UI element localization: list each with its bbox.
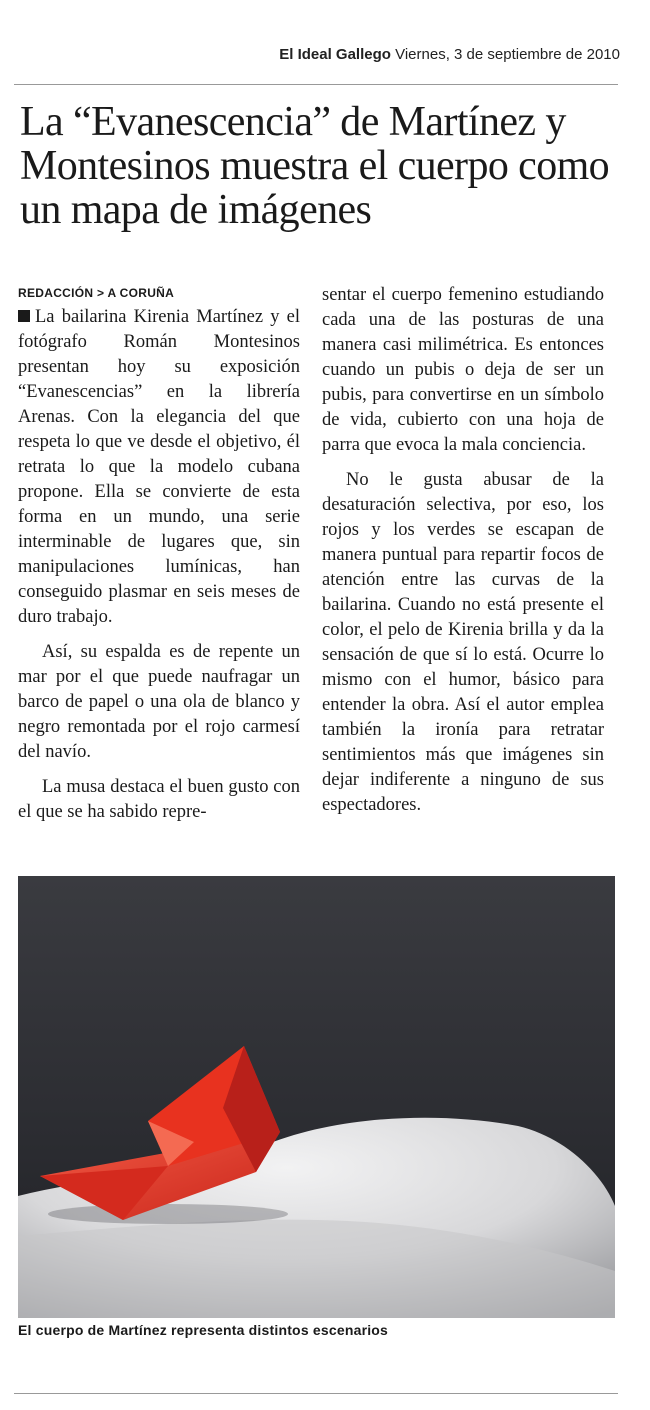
paragraph: No le gusta abusar de la desaturación selectiva, por eso, los rojos y los verdes se escapan de manera puntual para repartir focos de atención entre las curvas de la bailarina. Cuando no está presente el color, el pelo de Kirenia brilla y da la sensación de que sí lo está. Ocurre lo mismo con el humor, básico para entender la obra. Así el autor emplea también la ironía para retratar sentimientos más que imágenes sin dejar indiferente a ninguno de sus espectadores. — [322, 470, 604, 815]
paper-boat-photo — [18, 876, 615, 1318]
boat-shadow — [48, 1204, 288, 1224]
photo-caption: El cuerpo de Martínez representa distintos escenarios — [18, 1322, 389, 1338]
paragraph: La musa destaca el buen gusto con el que se ha sabido repre- — [18, 777, 300, 822]
article-byline: REDACCIÓN > A CORUÑA — [18, 286, 175, 300]
issue-date: Viernes, 3 de septiembre de 2010 — [395, 46, 620, 63]
article-photo — [18, 876, 615, 1318]
newspaper-name: El Ideal Gallego — [279, 46, 391, 63]
paragraph — [18, 305, 300, 630]
paragraph: sentar el cuerpo femenino estudiando cada una de las posturas de una manera casi milimétrica. Es entonces cuando un pubis o deja de ser un pubis, para convertirse en un símbolo de vida, cubierto con una hoja de parra que evoca la mala conciencia. — [322, 285, 604, 455]
masthead — [279, 46, 620, 63]
top-divider — [14, 84, 618, 85]
bottom-divider — [14, 1393, 618, 1394]
article-column-1 — [18, 283, 300, 825]
article-headline: La “Evanescencia” de Martínez y Montesinos muestra el cuerpo como un mapa de imágenes — [20, 99, 610, 233]
paragraph: Así, su espalda es de repente un mar por el que puede naufragar un barco de papel o una ola de blanco y negro remontada por el rojo carmesí del navío. — [18, 642, 300, 762]
paragraph-text: La bailarina Kirenia Martínez y el fotógrafo Román Montesinos presentan hoy su exposición “Evanescencias” en la librería Arenas. Con la elegancia del que respeta lo que ve desde el objetivo, él retrata lo que la modelo cubana propone. Ella se convierte de esta forma en un mundo, una serie interminable de lugares que, sin manipulaciones lumínicas, han conseguido plasmar en seis meses de duro trabajo. — [18, 307, 300, 627]
article-column-2 — [322, 283, 604, 818]
square-bullet-icon — [18, 310, 30, 322]
